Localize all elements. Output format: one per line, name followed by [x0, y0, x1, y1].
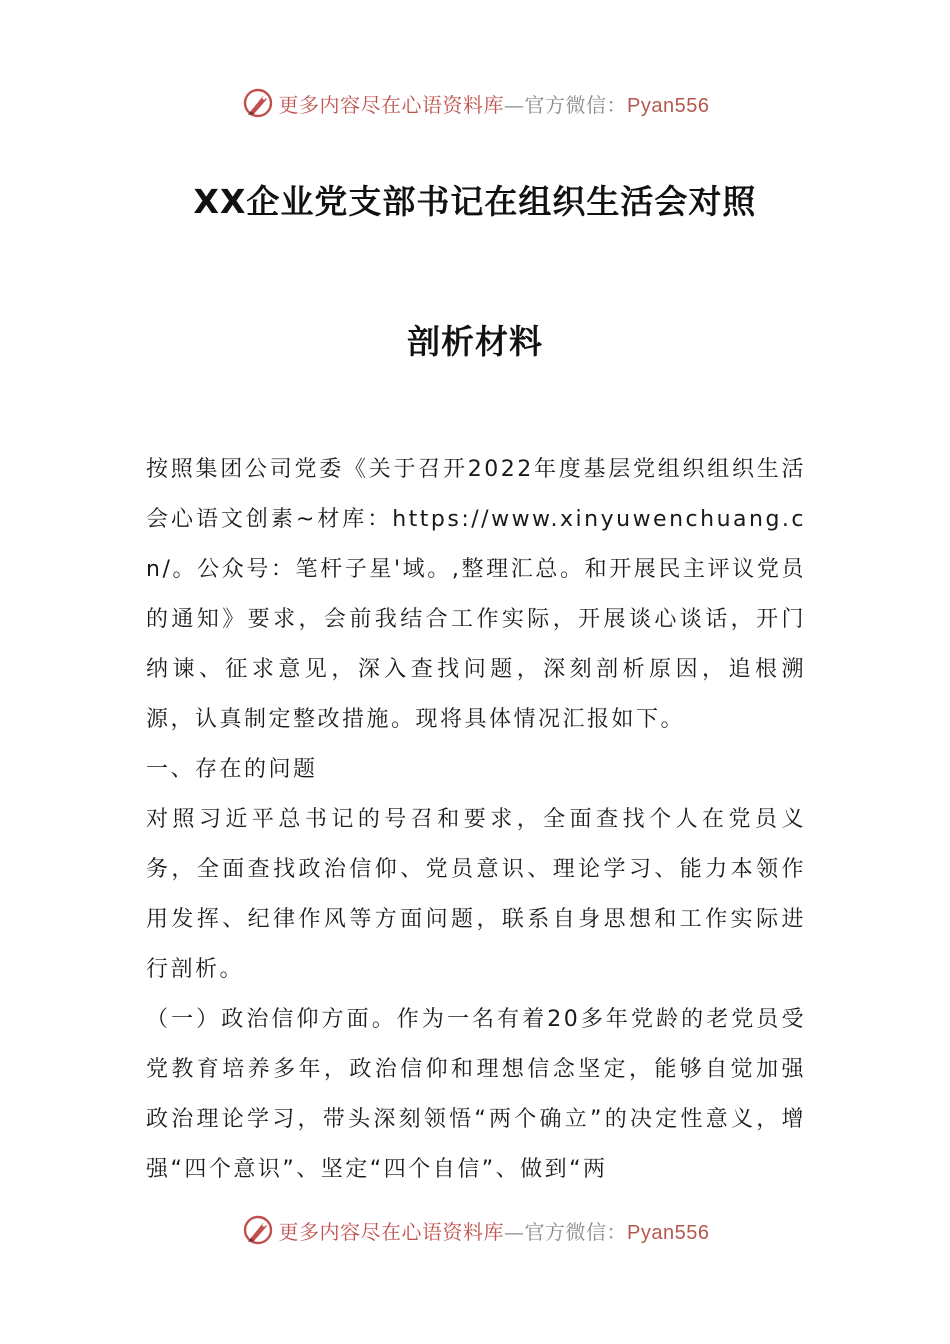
banner-lead-text: 更多内容尽在心语资料库	[278, 92, 505, 117]
footer-dash: —	[504, 1219, 525, 1244]
footer-banner	[0, 1210, 950, 1250]
footer-lead-text: 更多内容尽在心语资料库	[278, 1219, 505, 1244]
document-title-line1: XX企业党支部书记在组织生活会对照	[193, 182, 757, 221]
paragraph-political-belief: （一）政治信仰方面。作为一名有着20多年党龄的老党员受党教育培养多年，政治信仰和理想信念坚定，能够自觉加强政治理论学习，带头深刻领悟“两个确立”的决定性意义，增强“四个意识”、坚定“四个自信”、做到“两	[146, 1007, 806, 1182]
banner-official-label: 官方微信：	[524, 92, 628, 117]
header-banner	[0, 83, 950, 123]
pen-logo-icon	[241, 1213, 275, 1247]
section-heading-problems: 一、存在的问题	[146, 757, 318, 782]
footer-official-label: 官方微信：	[524, 1219, 628, 1244]
paragraph-problems-overview: 对照习近平总书记的号召和要求，全面查找个人在党员义务，全面查找政治信仰、党员意识、理论学习、能力本领作用发挥、纪律作风等方面问题，联系自身思想和工作实际进行剖析。	[146, 807, 806, 982]
pen-logo-icon	[241, 86, 275, 120]
document-body	[146, 445, 806, 1195]
paragraph-intro: 按照集团公司党委《关于召开2022年度基层党组织组织生活会心语文创素~材库：https://www.xinyuwenchuang.cn/。公众号：笔杆子星'域。,整理汇总。和开展民主评议党员的通知》要求，会前我结合工作实际，开展谈心谈话，开门纳谏、征求意见，深入查找问题，深刻剖析原因，追根溯源，认真制定整改措施。现将具体情况汇报如下。	[146, 457, 806, 732]
footer-wechat-id: Pyan556	[627, 1221, 710, 1244]
banner-dash: —	[504, 92, 525, 117]
document-title-line2: 剖析材料	[407, 322, 543, 361]
banner-wechat-id: Pyan556	[627, 94, 710, 117]
